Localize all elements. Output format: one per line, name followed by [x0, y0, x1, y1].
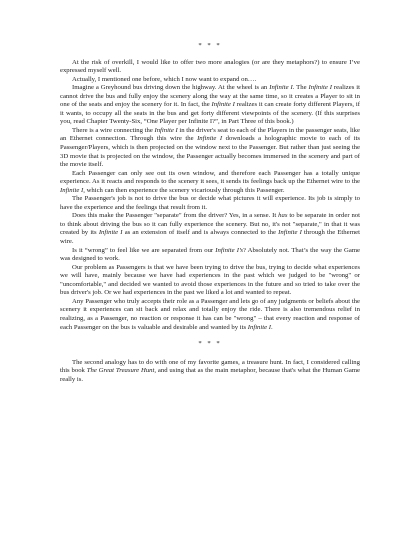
text-run: Imagine a Greyhound bus driving down the highway. At the wheel is an: [72, 84, 270, 92]
italic-text: Infinite I: [247, 323, 271, 331]
text-run: to be separate in order not to think about driving the bus so it can fully experience the scenery. But no, it's not "separate," in that it was created by its: [60, 212, 360, 237]
paragraph-p2: [60, 76, 360, 85]
italic-text: Infinite I: [211, 101, 235, 109]
body-text-closing: [60, 359, 360, 385]
italic-text: Infinite I: [98, 229, 123, 237]
text-run: Our problem as Passengers is that we have been trying to drive the bus, trying to decide what experiences we will have, mainly because we have had experiences in the past which we judged to be "wrong" or "uncomfortable," and decided we wanted to avoid those experiences in the future and so tried to take over the bus driver's job. Or we had experiences in the past we liked a lot and wanted to repeat.: [60, 263, 360, 297]
text-run: Actually, I mentioned one before, which I now want to expand on….: [72, 75, 257, 83]
section-separator: * * *: [198, 42, 222, 49]
text-run: downloads a holographic movie to each of its Passenger/Players, which is then projected on the window next to the Passenger. But rather than just seeing the 3D movie that is projected on the window, the Passenger actually becomes immersed in the scenery and part of the movie itself.: [60, 135, 360, 169]
paragraph-p11: [60, 359, 360, 385]
italic-text: Infinite I: [154, 126, 178, 134]
body-text: [60, 59, 360, 333]
text-run: Does this make the Passenger "separate" from the driver? Yes, in a sense. It: [72, 212, 279, 220]
italic-text: Infinite I’s: [215, 246, 243, 254]
text-run: through the Ethernet wire.: [60, 229, 361, 246]
text-run: , and using that as the main metaphor, because that's what the Human Game really is.: [60, 367, 360, 383]
italic-text: Infinite I: [308, 84, 332, 92]
paragraph-p6: [60, 195, 360, 212]
text-run: in the driver's seat to each of the Players in the passenger seats, like an Ethernet connection. Through this wire the: [60, 126, 360, 143]
paragraph-p9: [60, 264, 360, 298]
paragraph-p1: [60, 59, 360, 76]
text-run: At the risk of overkill, I would like to offer two more analogies (or are they metaphors?) to ensure I’ve expressed myself well.: [60, 58, 360, 75]
italic-text: Infinite I: [278, 229, 302, 237]
paragraph-p5: [60, 170, 360, 196]
text-run: , which can then experience the scenery vicariously through this Passenger.: [83, 186, 285, 194]
italic-text: Infinite I: [197, 135, 223, 143]
text-run: . The: [292, 84, 309, 92]
italic-text: The Great Treasure Hunt: [86, 367, 155, 375]
text-run: .: [270, 323, 273, 331]
text-run: realizes it can create forty different Players, if it wants, to occupy all the seats in the bus and get forty different viewpoints of the scenery. (If this surprises you, read Chapter Twenty-Six, “One Player per Infinite I?”, in Part Three of this book.): [60, 101, 360, 126]
text-run: Each Passenger can only see out its own window, and therefore each Passenger has a totally unique experience. As it reacts and responds to the scenery it sees, it sends its feelings back up the Ethernet wire to the: [60, 169, 360, 186]
text-run: There is a wire connecting the: [72, 126, 155, 134]
section-separator: * * *: [198, 340, 222, 348]
text-run: The Passenger's job is not to drive the bus or decide what pictures it will experience. Its job is simply to have the experience and the feelings that result from it.: [60, 195, 360, 211]
paragraph-p3: [60, 84, 360, 127]
italic-text: has: [278, 212, 288, 220]
italic-text: Infinite I: [269, 84, 293, 92]
text-run: The second analogy has to do with one of my favorite games, a treasure hunt. In fact, I considered calling this book: [60, 358, 360, 375]
paragraph-p10: [60, 298, 360, 332]
text-run: realizes it cannot drive the bus and fully enjoy the scenery along the way at the same time, so it creates a Player to sit in one of the seats and enjoy the scenery for it. In fact, the: [60, 84, 360, 109]
text-run: Any Passenger who truly accepts their role as a Passenger and lets go of any judgments or beliefs about the scenery it experiences can sit back and relax and totally enjoy the ride. There is also tremendous relief in realizing, as a Passenger, no reaction or response it has can be "wrong" – that every reaction and response of each Passenger on the bus is valuable and desirable and wanted by its: [60, 297, 360, 331]
text-run: ? Absolutely not. That’s the way the Game was designed to work.: [60, 246, 360, 263]
paragraph-p8: [60, 247, 360, 264]
paragraph-p4: [60, 127, 360, 170]
italic-text: Infinite I: [60, 186, 84, 194]
paragraph-p7: [60, 212, 360, 246]
text-run: as an extension of itself and is always connected to the: [122, 229, 279, 237]
text-run: Is it “wrong” to feel like we are separated from our: [72, 246, 216, 254]
